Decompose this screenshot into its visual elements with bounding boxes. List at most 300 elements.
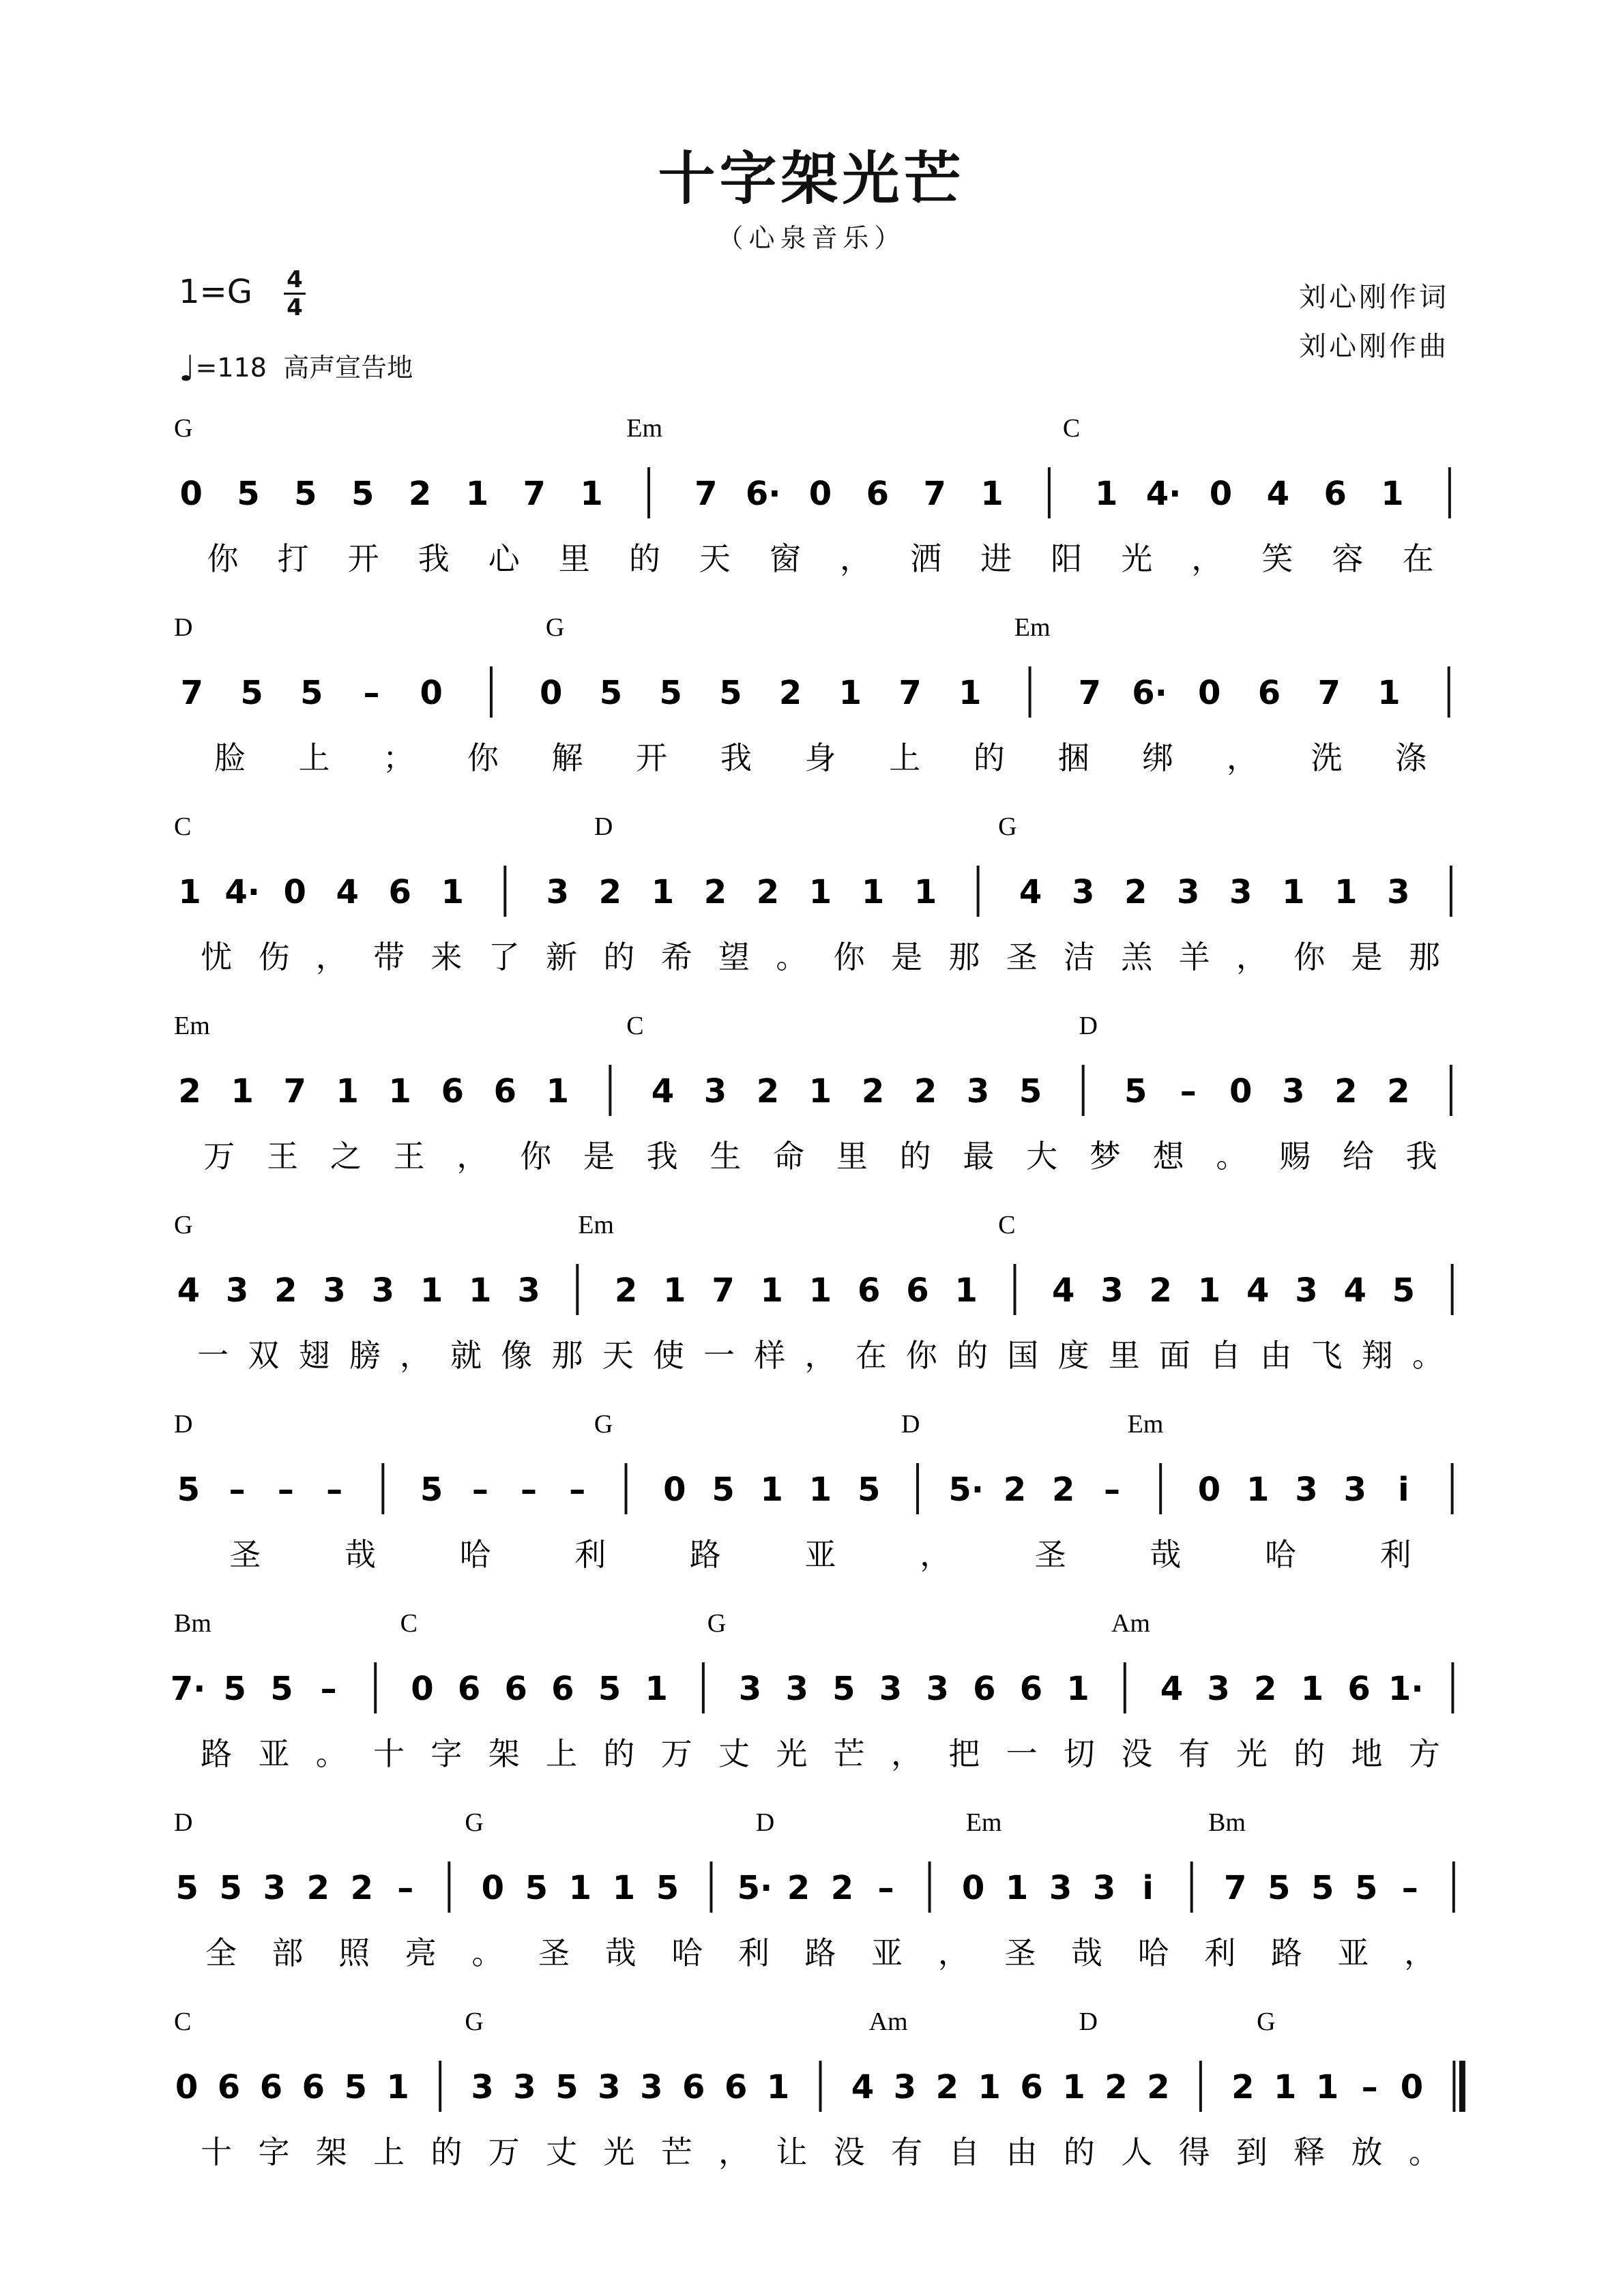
lyric-char: 由 <box>1006 2134 1038 2170</box>
lyric-char: 没 <box>1121 1735 1153 1772</box>
note: 1 <box>760 1271 783 1310</box>
note: 2 <box>703 873 727 911</box>
lyric-char: 天 <box>699 540 731 577</box>
note: 6 <box>504 1670 527 1708</box>
lyric-char: 上 <box>298 739 330 776</box>
note: 1 <box>1381 475 1404 513</box>
note: 4· <box>1145 475 1182 513</box>
note: 3 <box>893 2068 917 2106</box>
quarter-note-icon: ♩ <box>179 349 196 389</box>
note: 1 <box>465 475 489 513</box>
note: 1 <box>546 1072 570 1110</box>
lyric-char: 自 <box>1210 1337 1242 1374</box>
lyric-char: 面 <box>1158 1337 1190 1374</box>
lyric-char: 来 <box>430 939 463 975</box>
note: 2 <box>1149 1271 1172 1310</box>
lyric-char: 王 <box>267 1138 299 1175</box>
lyric-char: 进 <box>980 540 1012 577</box>
lyric-char: 捆 <box>1057 739 1090 776</box>
lyric-char: 赐 <box>1279 1138 1311 1175</box>
note: 2 <box>1147 2068 1170 2106</box>
note: 2 <box>1003 1471 1027 1509</box>
lyric-char: ， <box>1191 540 1223 577</box>
chord-symbol: C <box>1062 414 1081 443</box>
note: 6 <box>388 873 411 911</box>
note: – <box>521 1471 538 1509</box>
note: 6 <box>302 2068 325 2106</box>
note: 1 <box>1315 2068 1339 2106</box>
note: 7 <box>898 674 922 712</box>
lyric-char: 有 <box>890 2134 922 2170</box>
note: – <box>397 1869 414 1907</box>
note: 2 <box>778 674 802 712</box>
lyric-char: 一 <box>1006 1735 1038 1772</box>
note: 2 <box>913 1072 937 1110</box>
song-title: 十字架光芒 <box>658 145 965 212</box>
lyric-char: 在 <box>855 1337 887 1374</box>
note: 1 <box>645 1670 668 1708</box>
lyric-char: 自 <box>948 2134 980 2170</box>
lyric-char: 万 <box>660 1735 692 1772</box>
lyric-char: 光 <box>603 2134 635 2170</box>
note: 2 <box>614 1271 638 1310</box>
lyric-char: 的 <box>1293 1735 1326 1772</box>
note: 6 <box>1324 475 1347 513</box>
note: 7 <box>1223 1869 1247 1907</box>
note: 5· <box>737 1869 773 1907</box>
note: 4 <box>1266 475 1289 513</box>
note: 0 <box>663 1471 686 1509</box>
lyric-char: 。 <box>1412 1337 1444 1374</box>
lyric-char: 羊 <box>1178 939 1210 975</box>
lyric-char: 万 <box>203 1138 235 1175</box>
lyric-char: 利 <box>1379 1536 1412 1573</box>
lyric-char: 架 <box>488 1735 520 1772</box>
lyric-char: 全 <box>205 1934 237 1971</box>
note: 1 <box>1274 2068 1297 2106</box>
note: – <box>1401 1869 1418 1907</box>
lyric-char: 的 <box>430 2134 463 2170</box>
chord-symbol: Am <box>1111 1609 1150 1638</box>
note: 2 <box>274 1271 297 1310</box>
lyric-char: 到 <box>1235 2134 1268 2170</box>
time-signature-bottom: 4 <box>287 294 303 321</box>
lyric-char: 了 <box>488 939 520 975</box>
note: – <box>326 1471 343 1509</box>
note: 0 <box>481 1869 505 1907</box>
lyric-char: 涤 <box>1395 739 1427 776</box>
note: – <box>277 1471 294 1509</box>
lyric-char: 亚 <box>1337 1934 1369 1971</box>
lyric-char: 你 <box>1293 939 1326 975</box>
note: 7 <box>712 1271 735 1310</box>
lyric-char: 的 <box>899 1138 931 1175</box>
lyric-char: 路 <box>804 1934 836 1971</box>
lyric-char: 。 <box>471 1934 503 1971</box>
lyric-char: 哉 <box>344 1536 376 1573</box>
note: 3 <box>1207 1670 1230 1708</box>
note: 5 <box>219 1869 242 1907</box>
chord-symbol: Em <box>174 1012 210 1040</box>
lyric-char: 架 <box>315 2134 347 2170</box>
lyric-char: 翅 <box>298 1337 330 1374</box>
lyric-char: 脸 <box>214 739 246 776</box>
chord-symbol: D <box>755 1808 775 1837</box>
lyric-char: 利 <box>1204 1934 1236 1971</box>
note: 3 <box>703 1072 727 1110</box>
lyric-char: 圣 <box>1004 1934 1036 1971</box>
chord-symbol: Em <box>1127 1410 1164 1439</box>
lyric-char: 样 <box>754 1337 786 1374</box>
note: 5 <box>1124 1072 1147 1110</box>
chord-symbol: D <box>901 1410 920 1439</box>
note: 5 <box>1392 1271 1416 1310</box>
lyric-char: ， <box>1404 1934 1436 1971</box>
lyric-char: 洗 <box>1311 739 1343 776</box>
note: 1 <box>838 674 862 712</box>
note: 3 <box>371 1271 395 1310</box>
note: 1 <box>1334 873 1358 911</box>
note: 6 <box>866 475 890 513</box>
note: 1 <box>612 1869 636 1907</box>
lyric-char: 切 <box>1063 1735 1095 1772</box>
lyric-char: 打 <box>277 540 309 577</box>
note: i <box>1398 1471 1409 1509</box>
note: 4 <box>1160 1670 1184 1708</box>
lyricist-credit: 刘心刚作词 <box>1299 282 1449 313</box>
lyric-char: ， <box>890 1735 922 1772</box>
note: 2 <box>1231 2068 1255 2106</box>
lyric-char: 。 <box>1216 1138 1248 1175</box>
lyric-char: 我 <box>418 540 450 577</box>
lyric-char: ； <box>383 739 415 776</box>
note: 5 <box>598 1670 622 1708</box>
note: 3 <box>513 2068 536 2106</box>
note: 1 <box>808 873 832 911</box>
lyric-char: 光 <box>1121 540 1153 577</box>
note: 4 <box>177 1271 201 1310</box>
note: – <box>569 1471 586 1509</box>
note: i <box>1142 1869 1154 1907</box>
lyric-char: ， <box>315 939 347 975</box>
chord-symbol: G <box>465 1808 484 1837</box>
note: 6 <box>259 2068 283 2106</box>
lyric-char: 的 <box>973 739 1005 776</box>
lyric-char: 十 <box>201 2134 233 2170</box>
time-signature-top: 4 <box>287 266 303 293</box>
note: 6· <box>1132 674 1167 712</box>
lyric-char: 双 <box>248 1337 280 1374</box>
note: 2 <box>178 1072 201 1110</box>
lyric-char: 放 <box>1351 2134 1383 2170</box>
lyric-char: 地 <box>1351 1735 1383 1772</box>
note: 4· <box>224 873 260 911</box>
lyric-char: 开 <box>347 540 379 577</box>
note: 1 <box>1062 2068 1085 2106</box>
lyric-char: 里 <box>558 540 590 577</box>
note: 3 <box>1049 1869 1072 1907</box>
lyric-char: ， <box>804 1337 836 1374</box>
chord-symbol: C <box>400 1609 418 1638</box>
lyric-char: 洒 <box>910 540 942 577</box>
chord-symbol: D <box>174 613 193 642</box>
lyric-char: 王 <box>393 1138 425 1175</box>
note: 1 <box>178 873 201 911</box>
lyric-char: 我 <box>1405 1138 1437 1175</box>
lyric-char: 哉 <box>1071 1934 1103 1971</box>
lyric-char: 圣 <box>1006 939 1038 975</box>
lyric-char: 是 <box>1351 939 1383 975</box>
note: 2 <box>1387 1072 1410 1110</box>
note: 1 <box>1005 1869 1029 1907</box>
note: 1 <box>808 1072 832 1110</box>
lyric-char: 哈 <box>1265 1536 1297 1573</box>
note: 6 <box>493 1072 517 1110</box>
note: 1 <box>980 475 1004 513</box>
note: 7 <box>1078 674 1101 712</box>
note: 3 <box>926 1670 949 1708</box>
lyric-char: 得 <box>1178 2134 1210 2170</box>
note: 1 <box>568 1869 592 1907</box>
chord-symbol: G <box>545 613 565 642</box>
note: – <box>363 674 380 712</box>
lyric-char: 我 <box>646 1138 678 1175</box>
chord-symbol: G <box>174 1211 193 1239</box>
note: 4 <box>1019 873 1042 911</box>
note: 1 <box>978 2068 1001 2106</box>
lyric-char: 的 <box>603 939 635 975</box>
song-subtitle: （心泉音乐） <box>717 223 906 253</box>
note: 0 <box>179 475 203 513</box>
lyric-char: 让 <box>776 2134 808 2170</box>
note: – <box>471 1471 488 1509</box>
lyric-char: 哈 <box>1137 1934 1169 1971</box>
note: 2 <box>861 1072 885 1110</box>
note: 3 <box>598 2068 621 2106</box>
note: 0 <box>540 674 563 712</box>
note: 6 <box>906 1271 929 1310</box>
note: 1 <box>1300 1670 1324 1708</box>
lyric-char: 人 <box>1121 2134 1153 2170</box>
lyric-char: 国 <box>1007 1337 1039 1374</box>
lyric-char: 望 <box>718 939 750 975</box>
chord-symbol: G <box>1257 2007 1276 2036</box>
note: 6 <box>973 1670 996 1708</box>
lyric-char: 由 <box>1260 1337 1292 1374</box>
note: 1 <box>1197 1271 1221 1310</box>
chord-symbol: D <box>174 1410 193 1439</box>
note: 5 <box>300 674 323 712</box>
lyric-char: 解 <box>551 739 583 776</box>
lyric-char: ， <box>920 1536 952 1573</box>
note: 1 <box>441 873 464 911</box>
lyric-char: 路 <box>689 1536 721 1573</box>
lyric-char: 路 <box>201 1735 233 1772</box>
chord-symbol: C <box>174 2007 192 2036</box>
note: 5· <box>948 1471 984 1509</box>
note: 2 <box>1334 1072 1358 1110</box>
note: 5 <box>175 1869 199 1907</box>
lyric-char: 最 <box>963 1138 995 1175</box>
chord-symbol: Em <box>626 414 663 443</box>
lyric-char: 心 <box>488 540 520 577</box>
note: 7 <box>283 1072 306 1110</box>
lyric-char: 亚 <box>258 1735 290 1772</box>
lyric-char: 命 <box>773 1138 805 1175</box>
lyric-char: 哈 <box>459 1536 491 1573</box>
lyric-char: 亚 <box>804 1536 836 1573</box>
note: 1 <box>1095 475 1118 513</box>
lyric-char: 你 <box>833 939 865 975</box>
note: 0 <box>175 2068 199 2106</box>
lyric-char: 我 <box>720 739 752 776</box>
note: 3 <box>879 1670 903 1708</box>
lyric-char: 那 <box>1408 939 1440 975</box>
note: 7 <box>923 475 946 513</box>
note: 1 <box>1282 873 1305 911</box>
note: 5 <box>659 674 682 712</box>
lyric-char: 洁 <box>1063 939 1095 975</box>
lyric-char: 希 <box>660 939 692 975</box>
note: 1 <box>913 873 937 911</box>
lyric-char: 部 <box>272 1934 304 1971</box>
key-signature: 1=G <box>179 273 252 311</box>
note: 2 <box>598 873 622 911</box>
note: 3 <box>1295 1471 1318 1509</box>
note: 7 <box>694 475 718 513</box>
note: 6 <box>1019 1670 1043 1708</box>
note: 4 <box>651 1072 675 1110</box>
note: 3 <box>1177 873 1200 911</box>
lyric-char: 没 <box>833 2134 865 2170</box>
tempo-bpm: =118 <box>195 353 267 383</box>
lyric-char: 哉 <box>1150 1536 1182 1573</box>
note: 3 <box>966 1072 990 1110</box>
lyric-char: 是 <box>583 1138 615 1175</box>
lyric-char: 亮 <box>405 1934 437 1971</box>
chord-symbol: Bm <box>1208 1808 1246 1837</box>
note: 5 <box>240 674 263 712</box>
lyric-char: 生 <box>710 1138 742 1175</box>
note: 2 <box>756 1072 780 1110</box>
note: 0 <box>961 1869 985 1907</box>
note: 0 <box>283 873 306 911</box>
note: 1 <box>760 1471 783 1509</box>
note: 1 <box>808 1471 832 1509</box>
note: 4 <box>1343 1271 1366 1310</box>
note: 7· <box>170 1670 206 1708</box>
note: 1 <box>580 475 603 513</box>
chord-symbol: C <box>626 1012 644 1040</box>
lyric-char: ， <box>456 1138 488 1175</box>
note: 3 <box>1295 1271 1318 1310</box>
lyric-char: 圣 <box>1034 1536 1066 1573</box>
note: 2 <box>306 1869 330 1907</box>
note: 0 <box>420 674 443 712</box>
lyric-char: 的 <box>628 540 660 577</box>
note: 4 <box>336 873 359 911</box>
lyric-char: 万 <box>488 2134 520 2170</box>
lyric-char: 的 <box>1063 2134 1095 2170</box>
note: 5 <box>832 1670 856 1708</box>
note: 4 <box>1246 1271 1270 1310</box>
note: 3 <box>225 1271 249 1310</box>
lyric-char: 之 <box>330 1138 362 1175</box>
chord-symbol: G <box>174 414 193 443</box>
composer-credit: 刘心刚作曲 <box>1299 331 1449 362</box>
note: 3 <box>640 2068 663 2106</box>
lyric-char: ， <box>399 1337 431 1374</box>
lyric-char: 窗 <box>769 540 801 577</box>
note: 1 <box>808 1271 832 1310</box>
note: 0 <box>411 1670 434 1708</box>
chord-symbol: Em <box>965 1808 1002 1837</box>
note: 7 <box>180 674 204 712</box>
lyric-char: 羔 <box>1121 939 1153 975</box>
lyric-char: 丈 <box>718 1735 750 1772</box>
lyric-char: 你 <box>905 1337 937 1374</box>
lyric-char: 那 <box>551 1337 583 1374</box>
note: 2 <box>1105 2068 1128 2106</box>
lyric-char: 容 <box>1332 540 1364 577</box>
lyric-char: 你 <box>467 739 499 776</box>
lyric-char: 你 <box>520 1138 552 1175</box>
lyric-char: 是 <box>890 939 922 975</box>
lyric-char: 字 <box>258 2134 290 2170</box>
chord-symbol: C <box>174 812 192 841</box>
note: 5 <box>719 674 742 712</box>
lyric-char: 的 <box>956 1337 989 1374</box>
note: 1 <box>663 1271 686 1310</box>
note: 5 <box>525 1869 549 1907</box>
lyric-char: 上 <box>373 2134 405 2170</box>
lyric-char: 翔 <box>1361 1337 1393 1374</box>
lyric-char: 天 <box>602 1337 634 1374</box>
note: 1 <box>469 1271 492 1310</box>
note: 5 <box>712 1471 735 1509</box>
chord-symbol: G <box>465 2007 484 2036</box>
note: 1 <box>388 1072 411 1110</box>
note: 3 <box>1229 873 1253 911</box>
lyric-char: ， <box>718 2134 750 2170</box>
lyric-char: 利 <box>574 1536 606 1573</box>
note: 0 <box>1198 674 1221 712</box>
lyric-char: 上 <box>889 739 921 776</box>
lyric-char: 就 <box>450 1337 482 1374</box>
note: 6 <box>724 2068 748 2106</box>
note: 5 <box>270 1670 293 1708</box>
note: 1 <box>1246 1471 1270 1509</box>
note: 6 <box>682 2068 705 2106</box>
note: 2 <box>935 2068 959 2106</box>
note: 3 <box>1282 1072 1305 1110</box>
note: 7 <box>523 475 546 513</box>
note: 3 <box>738 1670 762 1708</box>
note: 3 <box>263 1869 286 1907</box>
chord-symbol: Am <box>868 2007 908 2036</box>
note: 6 <box>1257 674 1281 712</box>
chord-symbol: D <box>174 1808 193 1837</box>
lyric-char: 芒 <box>833 1735 865 1772</box>
lyric-char: 利 <box>737 1934 770 1971</box>
note: 5 <box>177 1471 201 1509</box>
note: 1· <box>1388 1670 1424 1708</box>
note: 5 <box>1355 1869 1378 1907</box>
lyric-char: 芒 <box>660 2134 692 2170</box>
note: 3 <box>323 1271 346 1310</box>
lyric-char: 里 <box>1108 1337 1140 1374</box>
note: 6 <box>457 1670 481 1708</box>
